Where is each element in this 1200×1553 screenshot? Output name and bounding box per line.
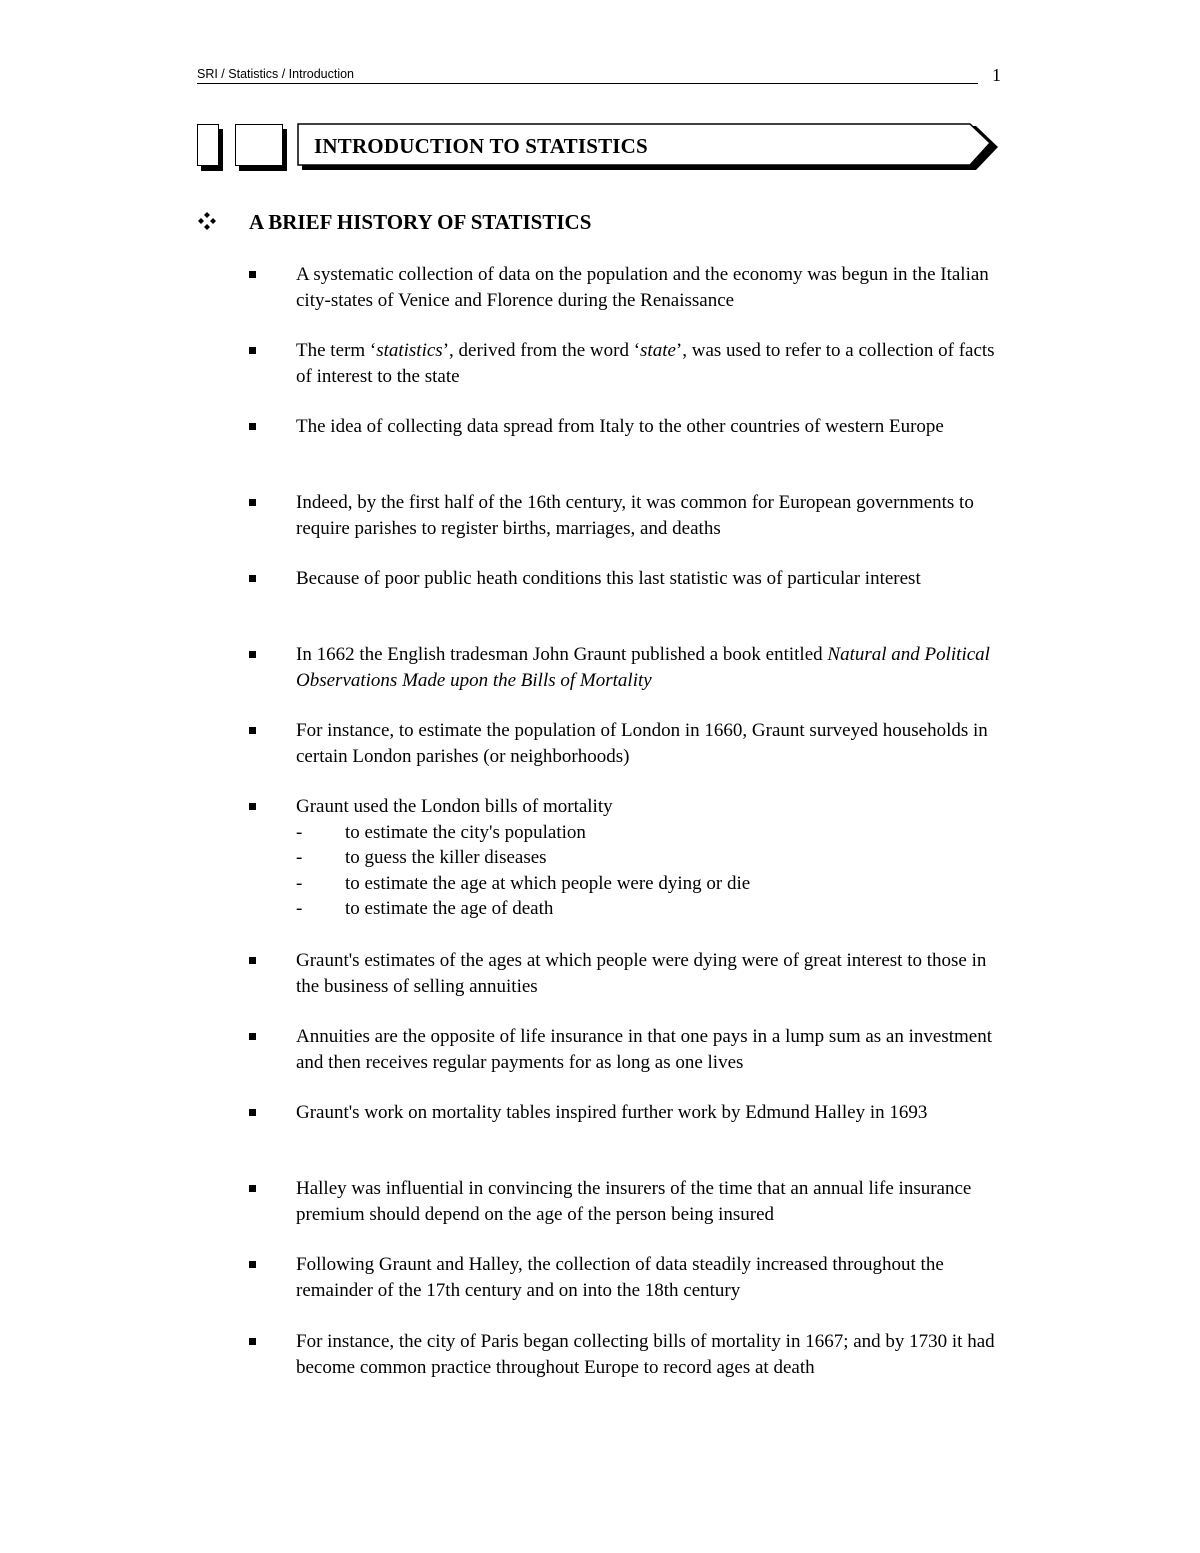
- list-item-text: Indeed, by the first half of the 16th century, it was common for European governments to require parishes to register births, marriages, and deaths: [296, 492, 974, 539]
- dash-bullet: -: [296, 847, 303, 868]
- list-item-lead: Graunt used the London bills of mortality: [296, 796, 613, 817]
- text-run: In 1662 the English tradesman John Graunt published a book entitled: [296, 644, 828, 665]
- list-item-text: Graunt's work on mortality tables inspired further work by Edmund Halley in 1693: [296, 1102, 928, 1123]
- text-run: ’, was used to refer to a collection of facts of interest to the state: [296, 340, 995, 387]
- square-bullet-icon: [249, 1109, 256, 1116]
- list-item-text: Graunt's estimates of the ages at which people were dying were of great interest to those in the business of selling annuities: [296, 950, 987, 997]
- square-bullet-icon: [249, 1338, 256, 1345]
- square-bullet-icon: [249, 271, 256, 278]
- square-bullet-icon: [249, 1033, 256, 1040]
- decorative-box-small: [197, 124, 219, 166]
- chapter-title: INTRODUCTION TO STATISTICS: [314, 134, 648, 158]
- sub-list-item-text: to estimate the city's population: [345, 821, 586, 843]
- running-header: SRI / Statistics / Introduction: [197, 66, 978, 84]
- section-heading: A BRIEF HISTORY OF STATISTICS: [249, 210, 592, 234]
- square-bullet-icon: [249, 499, 256, 506]
- list-item-text: Because of poor public heath conditions this last statistic was of particular interest: [296, 568, 921, 589]
- sub-list-item-text: to estimate the age at which people were dying or die: [345, 872, 751, 894]
- list-item-text: [296, 338, 1008, 389]
- page-number: 1: [992, 65, 1001, 85]
- sub-list-item: [296, 820, 1008, 846]
- text-run: The term ‘: [296, 340, 377, 361]
- sub-list-item: [296, 845, 1008, 871]
- list-item-text: [296, 794, 1008, 922]
- sub-list-item: [296, 896, 1008, 922]
- dash-bullet: -: [296, 821, 303, 843]
- sub-list-item: [296, 871, 1008, 897]
- square-bullet-icon: [249, 1261, 256, 1268]
- sub-list-item-text: to estimate the age of death: [345, 898, 554, 919]
- book-title: Natural and Political Observations Made upon the Bills of Mortality: [296, 644, 990, 691]
- square-bullet-icon: [249, 803, 256, 810]
- square-bullet-icon: [249, 957, 256, 964]
- four-diamond-bullet-icon: [197, 211, 217, 231]
- square-bullet-icon: [249, 651, 256, 658]
- square-bullet-icon: [249, 727, 256, 734]
- list-item-text: For instance, to estimate the population of London in 1660, Graunt surveyed households in certain London parishes (or neighborhoods): [296, 720, 988, 767]
- sub-list-item-text: to guess the killer diseases: [345, 847, 547, 868]
- square-bullet-icon: [249, 1185, 256, 1192]
- list-item-text: Annuities are the opposite of life insurance in that one pays in a lump sum as an investment and then receives regular payments for as long as one lives: [296, 1026, 992, 1073]
- square-bullet-icon: [249, 347, 256, 354]
- emphasis-statistics: statistics: [376, 340, 443, 361]
- list-item-text: A systematic collection of data on the population and the economy was begun in the Italian city-states of Venice and Florence during the Renaissance: [296, 264, 989, 311]
- emphasis-state: state: [640, 340, 676, 361]
- text-run: ’, derived from the word ‘: [442, 340, 641, 361]
- list-item-text: Following Graunt and Halley, the collection of data steadily increased throughout the remainder of the 17th century and on into the 18th century: [296, 1254, 944, 1301]
- square-bullet-icon: [249, 423, 256, 430]
- list-item-text: Halley was influential in convincing the insurers of the time that an annual life insurance premium should depend on the age of the person being insured: [296, 1178, 972, 1225]
- dash-bullet: -: [296, 872, 303, 894]
- dash-bullet: -: [296, 898, 303, 919]
- square-bullet-icon: [249, 575, 256, 582]
- list-item-text: [296, 642, 1008, 693]
- list-item-text: The idea of collecting data spread from Italy to the other countries of western Europe: [296, 416, 944, 437]
- list-item-text: For instance, the city of Paris began collecting bills of mortality in 1667; and by 1730 it had become common practice throughout Europe to record ages at death: [296, 1331, 995, 1378]
- decorative-box-large: [235, 124, 283, 166]
